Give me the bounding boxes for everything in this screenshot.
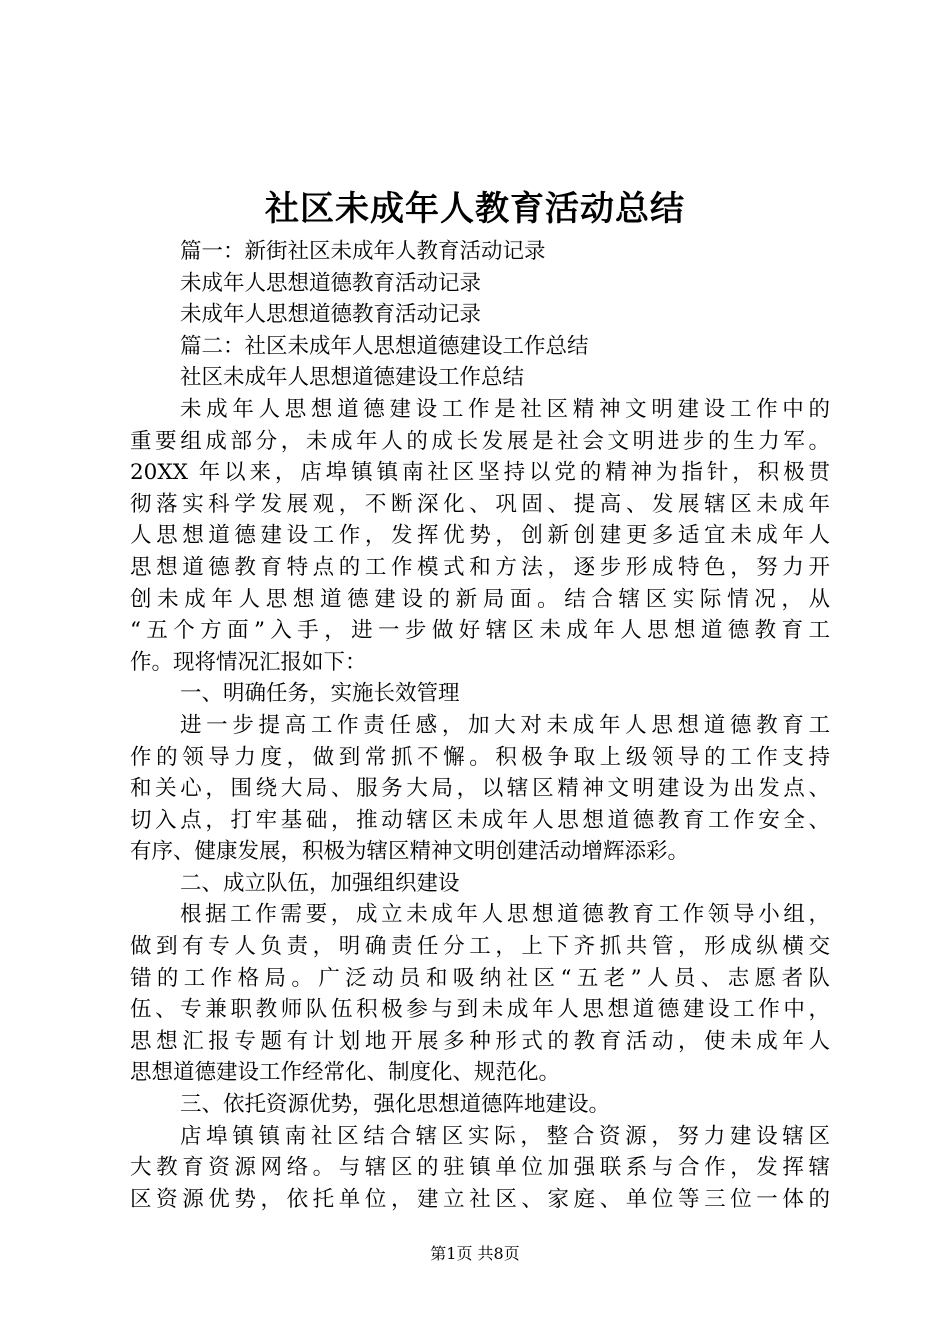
text-line: 三、依托资源优势，强化思想道德阵地建设。 xyxy=(180,1092,611,1118)
text-line: 未成年人思想道德教育活动记录 xyxy=(180,270,482,296)
text-line: 一、明确任务，实施长效管理 xyxy=(180,681,460,707)
text-line: 重要组成部分，未成年人的成长发展是社会文明进步的生力军。 xyxy=(130,428,830,454)
text-line: 思想道德建设工作经常化、制度化、规范化。 xyxy=(130,1060,561,1086)
text-line: 20XX 年以来，店埠镇镇南社区坚持以党的精神为指针，积极贯 xyxy=(130,460,830,486)
text-line: 区资源优势，依托单位，建立社区、家庭、单位等三位一体的 xyxy=(130,1186,830,1212)
page-footer: 第1页 共8页 xyxy=(430,1244,520,1263)
text-line: 有序、健康发展，积极为辖区精神文明创建活动增辉添彩。 xyxy=(130,839,690,865)
text-line: 大教育资源网络。与辖区的驻镇单位加强联系与合作，发挥辖 xyxy=(130,1155,830,1181)
text-line: 彻落实科学发展观，不断深化、巩固、提高、发展辖区未成年 xyxy=(130,491,830,517)
text-line: 作的领导力度，做到常抓不懈。积极争取上级领导的工作支持 xyxy=(130,744,830,770)
document-title: 社区未成年人教育活动总结 xyxy=(265,189,685,229)
text-line: 思想道德教育特点的工作模式和方法，逐步形成特色，努力开 xyxy=(130,554,830,580)
text-line: 篇一：新街社区未成年人教育活动记录 xyxy=(180,239,546,264)
text-line: 和关心，围绕大局、服务大局，以辖区精神文明建设为出发点、 xyxy=(130,776,830,802)
text-line: 做到有专人负责，明确责任分工，上下齐抓共管，形成纵横交 xyxy=(130,934,830,960)
text-line: 创未成年人思想道德建设的新局面。结合辖区实际情况，从 xyxy=(130,586,830,612)
text-line: 店埠镇镇南社区结合辖区实际，整合资源，努力建设辖区 xyxy=(180,1123,830,1149)
text-line: 二、成立队伍，加强组织建设 xyxy=(180,870,460,896)
text-line: 篇二：社区未成年人思想道德建设工作总结 xyxy=(180,333,589,359)
text-line: 人思想道德建设工作，发挥优势，创新创建更多适宜未成年人 xyxy=(130,523,830,549)
text-line: 进一步提高工作责任感，加大对未成年人思想道德教育工 xyxy=(180,712,830,738)
text-line: 错的工作格局。广泛动员和吸纳社区“五老”人员、志愿者队 xyxy=(130,965,830,991)
text-line: 伍、专兼职教师队伍积极参与到未成年人思想道德建设工作中， xyxy=(130,997,830,1023)
text-line: 未成年人思想道德教育活动记录 xyxy=(180,302,482,328)
text-line: “五个方面”入手，进一步做好辖区未成年人思想道德教育工 xyxy=(130,618,830,644)
text-line: 未成年人思想道德建设工作是社区精神文明建设工作中的 xyxy=(180,396,830,422)
text-line: 根据工作需要，成立未成年人思想道德教育工作领导小组， xyxy=(180,902,830,928)
text-line: 思想汇报专题有计划地开展多种形式的教育活动，使未成年人 xyxy=(130,1028,830,1054)
text-line: 社区未成年人思想道德建设工作总结 xyxy=(180,365,525,391)
document-body xyxy=(130,236,830,1215)
text-line: 切入点，打牢基础，推动辖区未成年人思想道德教育工作安全、 xyxy=(130,807,830,833)
text-line: 作。现将情况汇报如下： xyxy=(130,649,367,675)
